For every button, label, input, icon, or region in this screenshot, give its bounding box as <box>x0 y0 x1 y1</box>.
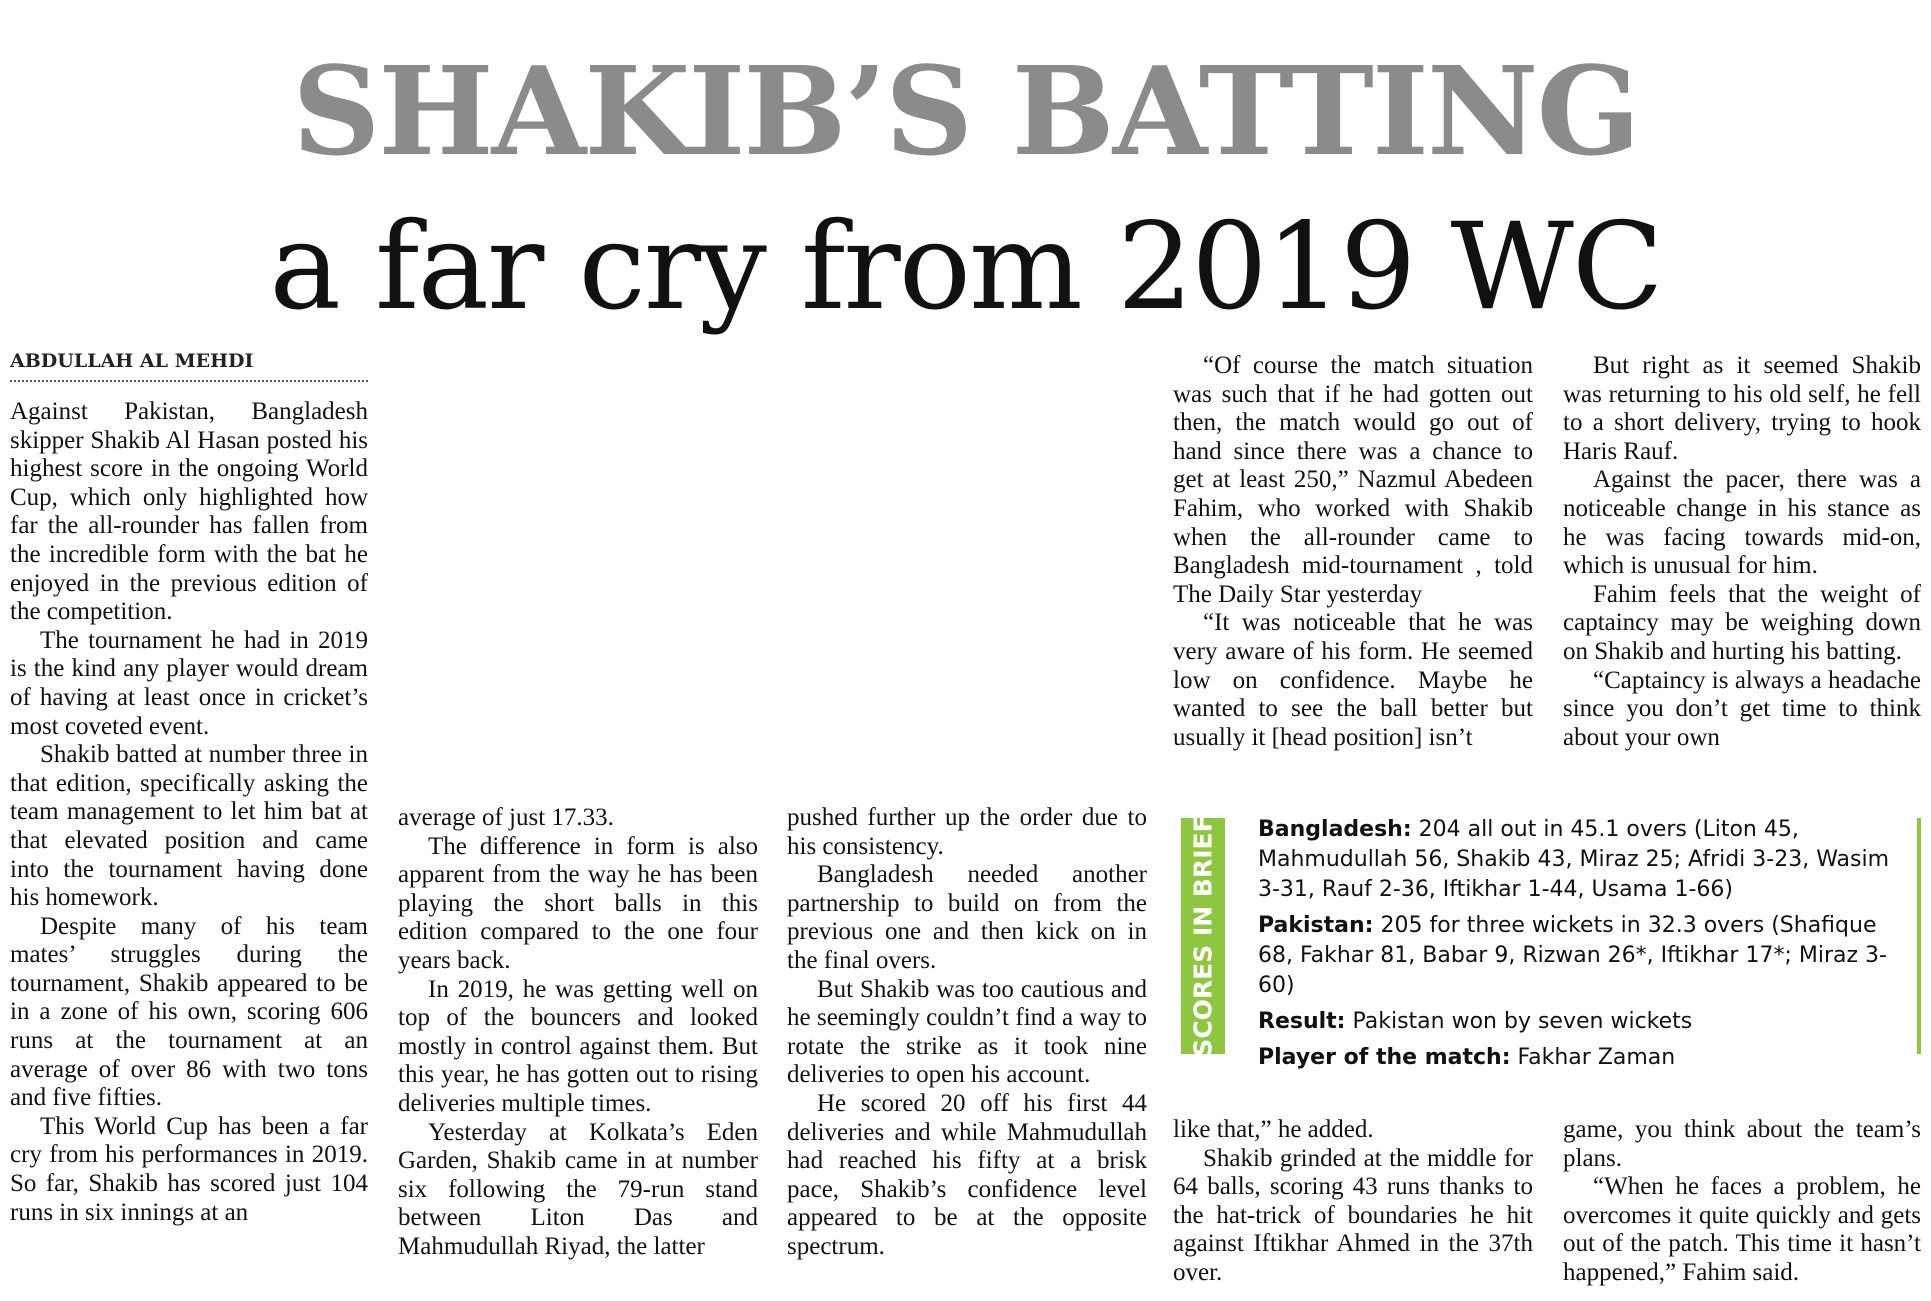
article-column-5-top <box>1563 352 1921 778</box>
score-pakistan <box>1258 911 1908 1001</box>
score-potm-text: Fakhar Zaman <box>1517 1045 1676 1070</box>
headline-sub: a far cry from 2019 WC <box>269 198 1662 337</box>
article-column-4-top <box>1173 352 1533 778</box>
score-team-label: Pakistan: <box>1258 913 1374 938</box>
article-paragraph: Despite many of his team mates’ struggles during the tournament, Shakib appeared to be in a zone of his own, scoring 606 runs at the tournament at an average of over 86 with two tons and five fifties. <box>10 912 368 1112</box>
article-paragraph: This World Cup has been a far cry from his performances in 2019. So far, Shakib has scored just 104 runs in six innings at an <box>10 1112 368 1226</box>
article-paragraph: pushed further up the order due to his consistency. <box>787 804 1147 860</box>
score-result-label: Result: <box>1258 1009 1346 1034</box>
article-paragraph: Shakib batted at number three in that edition, specifically asking the team management to let him bat at that elevated position and came into the tournament having done his homework. <box>10 741 368 912</box>
scores-in-brief-title: SCORES IN BRIEF <box>1188 815 1218 1057</box>
article-paragraph: Bangladesh needed another partnership to build on from the previous one and then kick on in the final overs. <box>787 861 1147 974</box>
article-paragraph: Fahim feels that the weight of captaincy may be weighing down on Shakib and hurting his batting. <box>1563 580 1921 665</box>
article-column-4-bottom <box>1173 1116 1533 1296</box>
score-text: 204 all out in 45.1 overs (Liton 45, Mahmudullah 56, Shakib 43, Miraz 25; Afridi 3-23, Wasim 3-31, Rauf 2-36, Iftikhar 1-44, Usama 1-66) <box>1258 817 1890 902</box>
article-column-1 <box>10 398 368 1296</box>
article-paragraph: Against the pacer, there was a noticeable change in his stance as he was facing towards mid-on, which is unusual for him. <box>1563 466 1921 580</box>
scores-in-brief-box <box>1258 815 1908 1079</box>
article-paragraph: He scored 20 off his first 44 deliveries and while Mahmudullah had reached his fifty at a brisk pace, Shakib’s confidence level appeared to be at the opposite spectrum. <box>787 1089 1147 1260</box>
article-paragraph: “Of course the match situation was such that if he had gotten out then, the match would go out of hand since there was a chance to get at least 250,” Nazmul Abedeen Fahim, who worked with Shakib when the all-rounder came to Bangladesh mid-tournament , told The Daily Star yesterday <box>1173 352 1533 608</box>
byline: ABDULLAH AL MEHDI <box>10 350 368 382</box>
article-paragraph: Shakib grinded at the middle for 64 balls, scoring 43 runs thanks to the hat-trick of boundaries he hit against Iftikhar Ahmed in the 37th over. <box>1173 1144 1533 1286</box>
scores-in-brief-label <box>1181 815 1225 1057</box>
scores-divider <box>1917 818 1921 1054</box>
article-paragraph: “It was noticeable that he was very aware of his form. He seemed low on confidence. Maybe he wanted to see the ball better but usually it [head position] isn’t <box>1173 609 1533 751</box>
score-bangladesh <box>1258 815 1908 905</box>
article-paragraph: average of just 17.33. <box>398 804 614 831</box>
score-result <box>1258 1007 1908 1037</box>
article-paragraph: But right as it seemed Shakib was returning to his old self, he fell to a short delivery, trying to hook Haris Rauf. <box>1563 352 1921 465</box>
article-paragraph: game, you think about the team’s plans. <box>1563 1116 1921 1172</box>
score-text: 205 for three wickets in 32.3 overs (Shafique 68, Fakhar 81, Babar 9, Rizwan 26*, Iftikhar 17*; Miraz 3-60) <box>1258 913 1887 998</box>
article-paragraph: Yesterday at Kolkata’s Eden Garden, Shakib came in at number six following the 79-run stand between Liton Das and Mahmudullah Riyad, the latter <box>398 1118 758 1260</box>
article-column-3 <box>787 804 1147 1296</box>
article-column-5-bottom <box>1563 1116 1921 1296</box>
headline-main: SHAKIB’S BATTING <box>292 39 1639 183</box>
article-paragraph: “When he faces a problem, he overcomes it quite quickly and gets out of the patch. This time it hasn’t happened,” Fahim said. <box>1563 1173 1921 1286</box>
score-potm-label: Player of the match: <box>1258 1045 1511 1070</box>
article-paragraph: In 2019, he was getting well on top of the bouncers and looked mostly in control against them. But this year, he has gotten out to rising deliveries multiple times. <box>398 975 758 1117</box>
article-paragraph: But Shakib was too cautious and he seemingly couldn’t find a way to rotate the strike as it took nine deliveries to open his account. <box>787 975 1147 1089</box>
score-team-label: Bangladesh: <box>1258 817 1412 842</box>
article-paragraph: “Captaincy is always a headache since you don’t get time to think about your own <box>1563 666 1921 751</box>
score-player-of-match <box>1258 1043 1908 1073</box>
article-paragraph: like that,” he added. <box>1173 1116 1374 1143</box>
article-column-2 <box>398 804 758 1296</box>
article-paragraph: The tournament he had in 2019 is the kind any player would dream of having at least once in cricket’s most coveted event. <box>10 626 368 740</box>
article-paragraph: Against Pakistan, Bangladesh skipper Shakib Al Hasan posted his highest score in the ongoing World Cup, which only highlighted how far the all-rounder has fallen from the incredible form with the bat he enjoyed in the previous edition of the competition. <box>10 398 368 626</box>
score-result-text: Pakistan won by seven wickets <box>1352 1009 1693 1034</box>
article-paragraph: The difference in form is also apparent from the way he has been playing the short balls in this edition compared to the one four years back. <box>398 832 758 974</box>
